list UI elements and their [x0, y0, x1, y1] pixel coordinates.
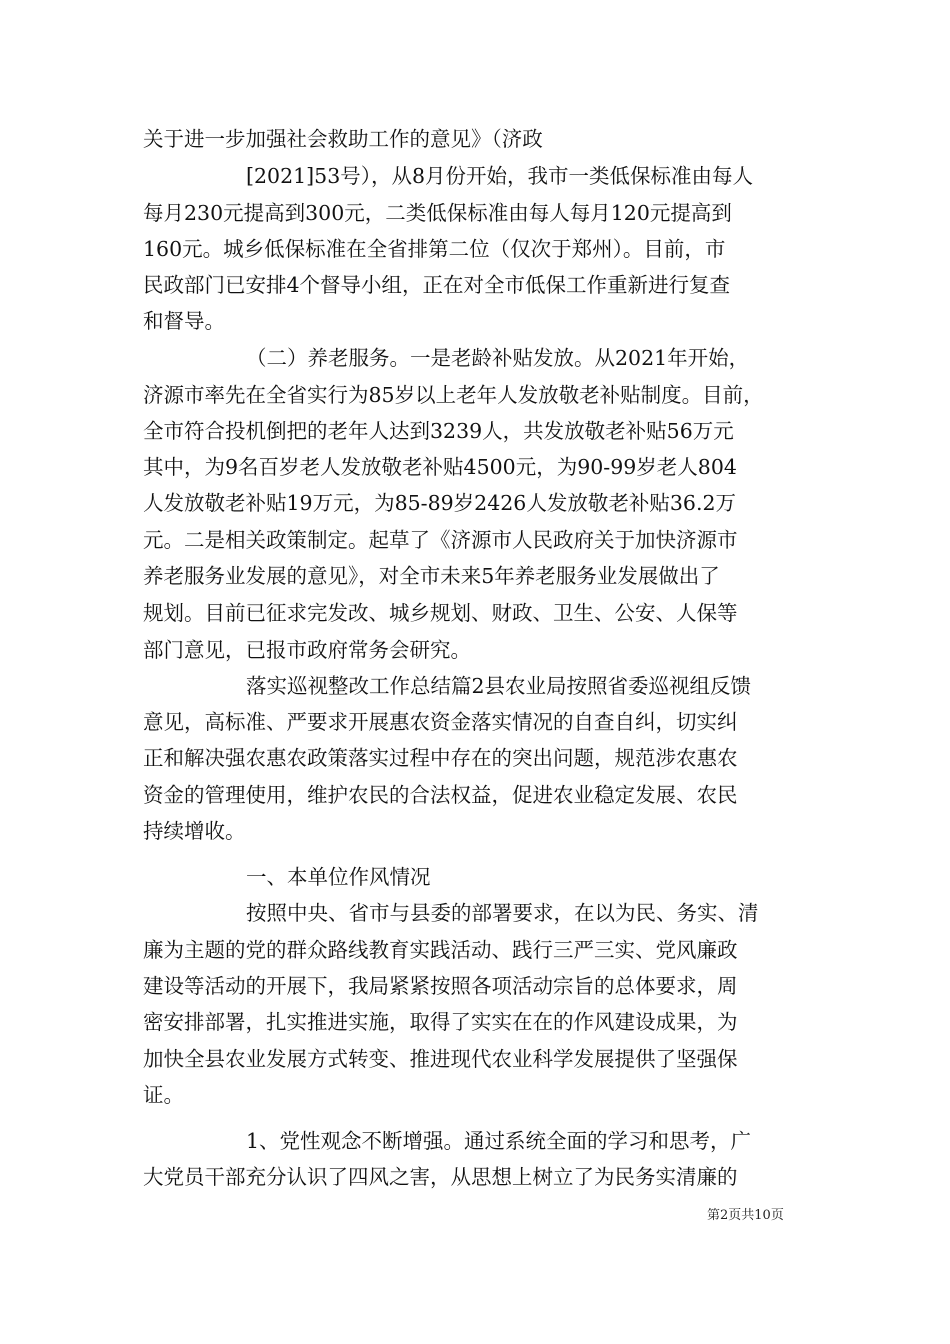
text-line: 按照中央、省市与县委的部署要求，在以为民、务实、清: [246, 901, 759, 925]
text-line: 济源市率先在全省实行为85岁以上老年人发放敬老补贴制度。目前，: [143, 383, 764, 407]
text-line: 落实巡视整改工作总结篇2县农业局按照省委巡视组反馈: [246, 674, 752, 698]
text-line: 密安排部署，扎实推进实施，取得了实实在在的作风建设成果，为: [143, 1010, 738, 1034]
text-line: 廉为主题的党的群众路线教育实践活动、践行三严三实、党风廉政: [143, 938, 738, 962]
text-line: 建设等活动的开展下，我局紧紧按照各项活动宗旨的总体要求，周: [143, 974, 738, 998]
text-line: 1、党性观念不断增强。通过系统全面的学习和思考，广: [246, 1129, 752, 1153]
section-heading: 一、本单位作风情况: [246, 865, 431, 889]
page-number-footer: 第2页共10页: [707, 1208, 784, 1223]
text-line: [2021]53号），从8月份开始，我市一类低保标准由每人: [246, 164, 754, 188]
text-line: 加快全县农业发展方式转变、推进现代农业科学发展提供了坚强保: [143, 1047, 738, 1071]
text-line: 关于进一步加强社会救助工作的意见》（济政: [143, 127, 543, 151]
text-line: 160元。城乡低保标准在全省排第二位（仅次于郑州）。目前，市: [143, 237, 726, 261]
text-line: 每月230元提高到300元，二类低保标准由每人每月120元提高到: [143, 201, 732, 225]
text-line: 证。: [143, 1083, 184, 1107]
text-line: （二）养老服务。一是老龄补贴发放。从2021年开始，: [246, 346, 750, 370]
text-line: 持续增收。: [143, 819, 246, 843]
text-line: 养老服务业发展的意见》，对全市未来5年养老服务业发展做出了: [143, 564, 720, 588]
text-line: 资金的管理使用，维护农民的合法权益，促进农业稳定发展、农民: [143, 783, 738, 807]
text-line: 大党员干部充分认识了四风之害，从思想上树立了为民务实清廉的: [143, 1165, 738, 1189]
text-line: 元。二是相关政策制定。起草了《济源市人民政府关于加快济源市: [143, 528, 738, 552]
text-line: 部门意见，已报市政府常务会研究。: [143, 638, 471, 662]
text-line: 民政部门已安排4个督导小组，正在对全市低保工作重新进行复查: [143, 273, 731, 297]
text-line: 其中，为9名百岁老人发放敬老补贴4500元，为90-99岁老人804: [143, 455, 737, 479]
text-line: 和督导。: [143, 309, 225, 333]
text-line: 正和解决强农惠农政策落实过程中存在的突出问题，规范涉农惠农: [143, 746, 738, 770]
text-line: 全市符合投机倒把的老年人达到3239人，共发放敬老补贴56万元: [143, 419, 734, 443]
text-line: 人发放敬老补贴19万元，为85-89岁2426人发放敬老补贴36.2万: [143, 491, 736, 515]
text-line: 意见，高标准、严要求开展惠农资金落实情况的自查自纠，切实纠: [143, 710, 738, 734]
text-line: 规划。目前已征求完发改、城乡规划、财政、卫生、公安、人保等: [143, 601, 738, 625]
